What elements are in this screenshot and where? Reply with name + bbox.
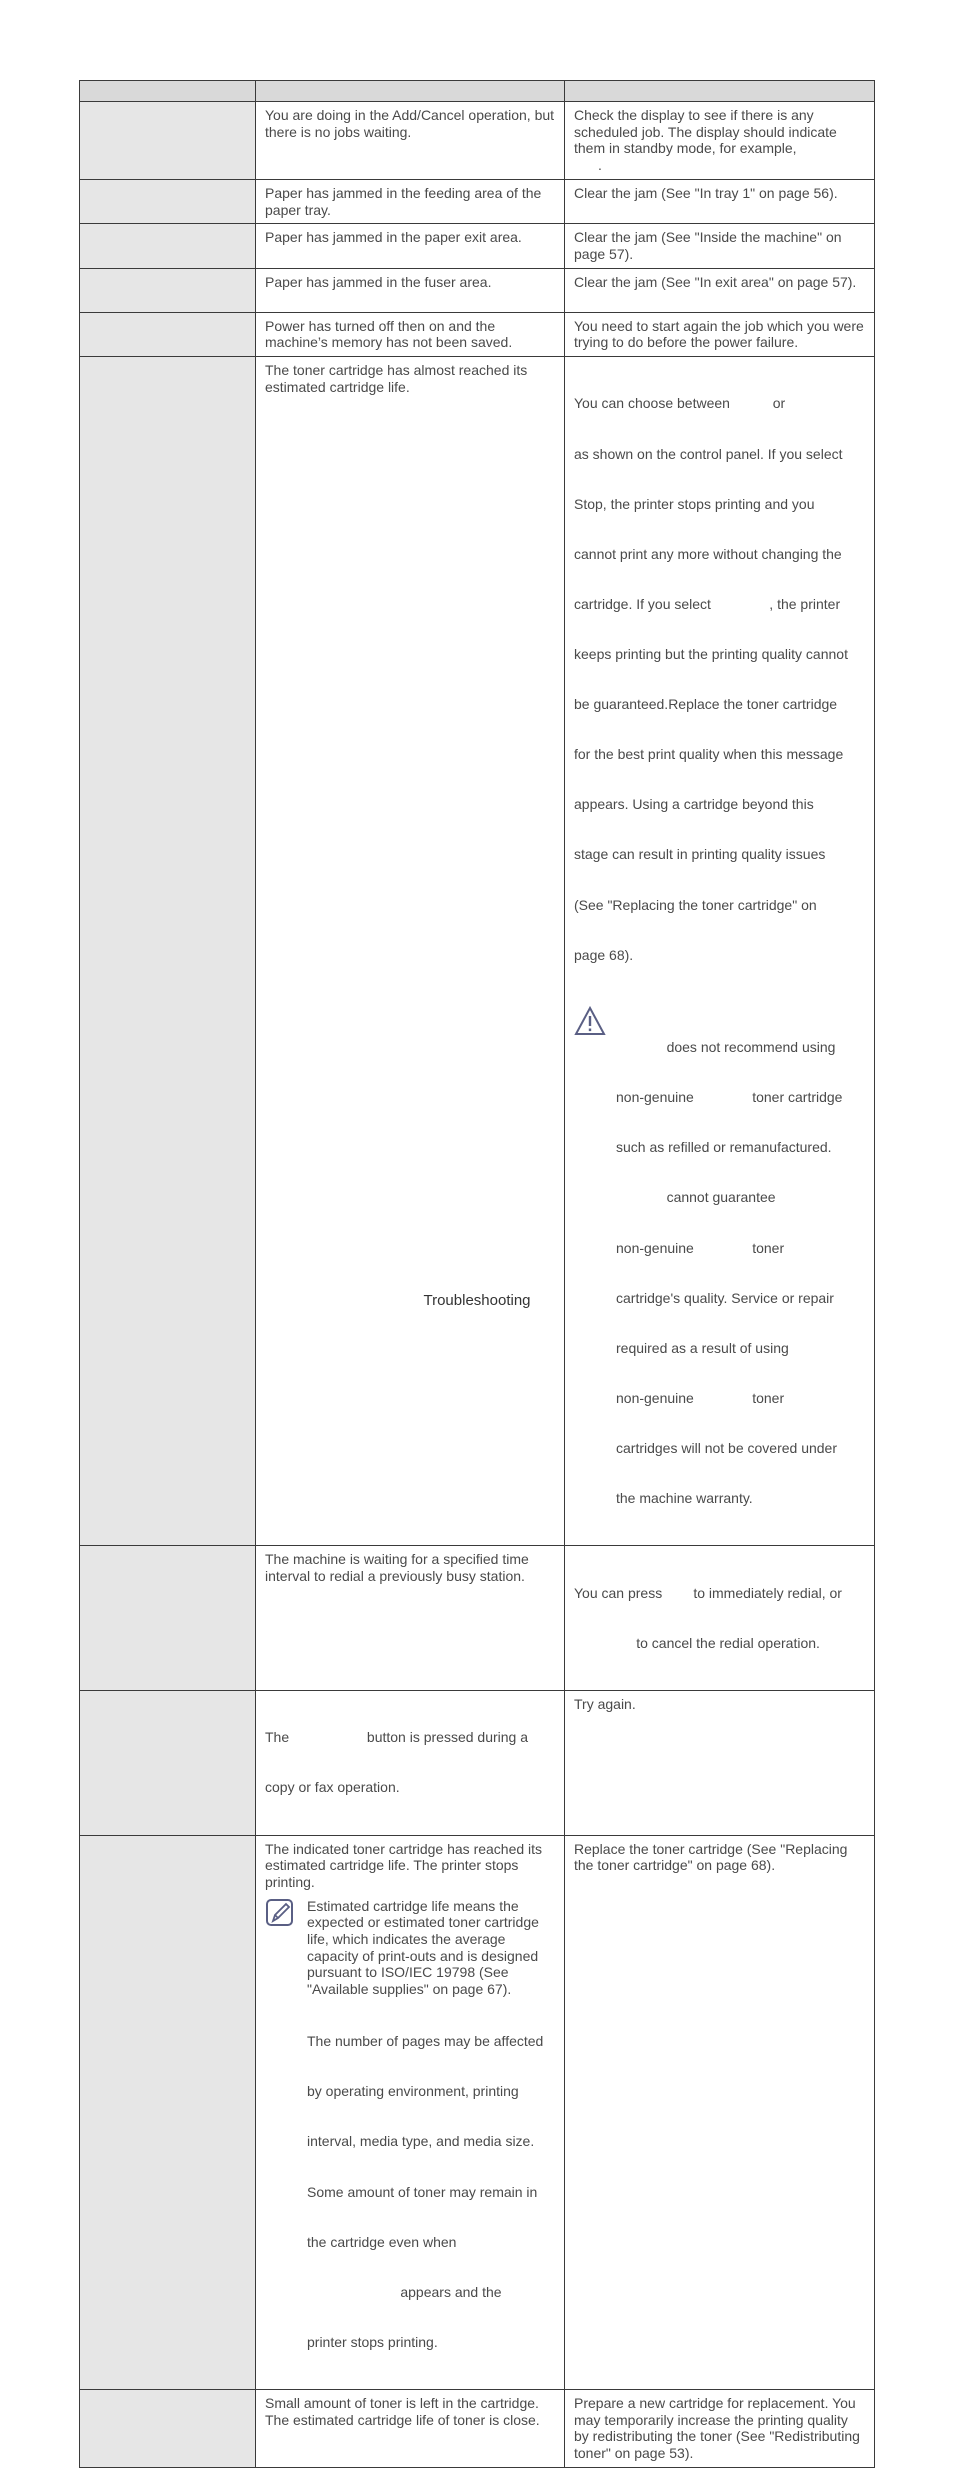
solution-cell — [565, 357, 875, 1546]
table-row — [80, 357, 875, 1546]
message-cell — [80, 312, 256, 356]
message-cell — [80, 1835, 256, 2390]
note-box — [265, 1898, 556, 2384]
table-row — [80, 1690, 875, 1835]
solution-cell: Clear the jam (See "Inside the machine" on page 57). — [565, 224, 875, 268]
message-cell — [80, 102, 256, 180]
meaning-cell: Paper has jammed in the paper exit area. — [256, 224, 565, 268]
meaning-cell: You are doing in the Add/Cancel operation, but there is no jobs waiting. — [256, 102, 565, 180]
message-cell — [80, 179, 256, 223]
message-cell — [80, 2390, 256, 2468]
solution-cell: Try again. — [565, 1690, 875, 1835]
solution-cell: You need to start again the job which you were trying to do before the power failure. — [565, 312, 875, 356]
meaning-cell: Power has turned off then on and the machine’s memory has not been saved. — [256, 312, 565, 356]
table-row — [80, 1546, 875, 1691]
table-row — [80, 102, 875, 180]
solution-cell: Clear the jam (See "In exit area" on page 57). — [565, 268, 875, 312]
header-meaning — [256, 81, 565, 102]
message-cell — [80, 268, 256, 312]
header-solutions — [565, 81, 875, 102]
note-pencil-icon — [265, 1898, 297, 1930]
message-table — [79, 80, 875, 2468]
table-header-row — [80, 81, 875, 102]
solution-text: You can choose between or as shown on the control panel. If you select Stop, the printer stops printing and you cannot print any more without changing the cartridge. If you select , the printer keeps printing but the printing quality cannot be guaranteed.Replace the toner cartridge for the best print quality when this message appears. Using a cartridge beyond this stage can result in printing quality issues (See "Replacing the toner cartridge" on page 68). — [574, 395, 848, 963]
caution-triangle-icon — [574, 1006, 606, 1038]
meaning-cell: The toner cartridge has almost reached its estimated cartridge life. — [256, 357, 565, 1546]
table-row — [80, 1835, 875, 2390]
message-cell — [80, 1546, 256, 1691]
table-row — [80, 179, 875, 223]
solution-cell: Clear the jam (See "In tray 1" on page 56). — [565, 179, 875, 223]
solution-cell: Prepare a new cartridge for replacement. You may temporarily increase the printing quality by redistributing the toner (See "Redistributing toner" on page 53). — [565, 2390, 875, 2468]
meaning-cell: Paper has jammed in the feeding area of the paper tray. — [256, 179, 565, 223]
page-footer: Troubleshooting — [423, 1292, 531, 1309]
table-row — [80, 2390, 875, 2468]
meaning-cell: The indicated toner cartridge has reached its estimated cartridge life. The printer stops printing. Estimated cartridge life means the expected or estimated toner cartridge life, which indicates the average capacity of print-outs and is designed pursuant to ISO/IEC 19798 (See "Available supplies" on page 67). The number of pages may be affected by operating environment, printing interval, media type, and media size. Some amount of toner may remain in the cartridge even when appears and the printer stops printing. — [256, 1835, 565, 2390]
table-row — [80, 268, 875, 312]
message-cell — [80, 1690, 256, 1835]
solution-cell: Check the display to see if there is any scheduled job. The display should indicate them in standby mode, for example, . — [565, 102, 875, 180]
caution-text: does not recommend using non-genuine toner cartridge such as refilled or remanufactured. cannot guarantee non-genuine toner cartridge's quality. Service or repair required as a result of using non-genuine toner cartridges will not be covered under the machine warranty. — [616, 1039, 843, 1507]
meaning-cell: The machine is waiting for a specified time interval to redial a previously busy station. — [256, 1546, 565, 1691]
table-row — [80, 312, 875, 356]
caution-box — [574, 1006, 866, 1541]
meaning-cell: Paper has jammed in the fuser area. — [256, 268, 565, 312]
meaning-cell: Small amount of toner is left in the cartridge. The estimated cartridge life of toner is close. — [256, 2390, 565, 2468]
header-message — [80, 81, 256, 102]
message-cell — [80, 357, 256, 1546]
solution-cell: You can press to immediately redial, or to cancel the redial operation. — [565, 1546, 875, 1691]
message-cell — [80, 224, 256, 268]
solution-cell: Replace the toner cartridge (See "Replacing the toner cartridge" on page 68). — [565, 1835, 875, 2390]
meaning-cell: The button is pressed during a copy or fax operation. — [256, 1690, 565, 1835]
table-row — [80, 224, 875, 268]
note-text: Estimated cartridge life means the expected or estimated toner cartridge life, which indicates the average capacity of print-outs and is designed pursuant to ISO/IEC 19798 (See "Available supplies" on page 67). The number of pages may be affected by operating environment, printing interval, media type, and media size. Some amount of toner may remain in the cartridge even when appears and the printer stops printing. — [307, 1897, 544, 2350]
